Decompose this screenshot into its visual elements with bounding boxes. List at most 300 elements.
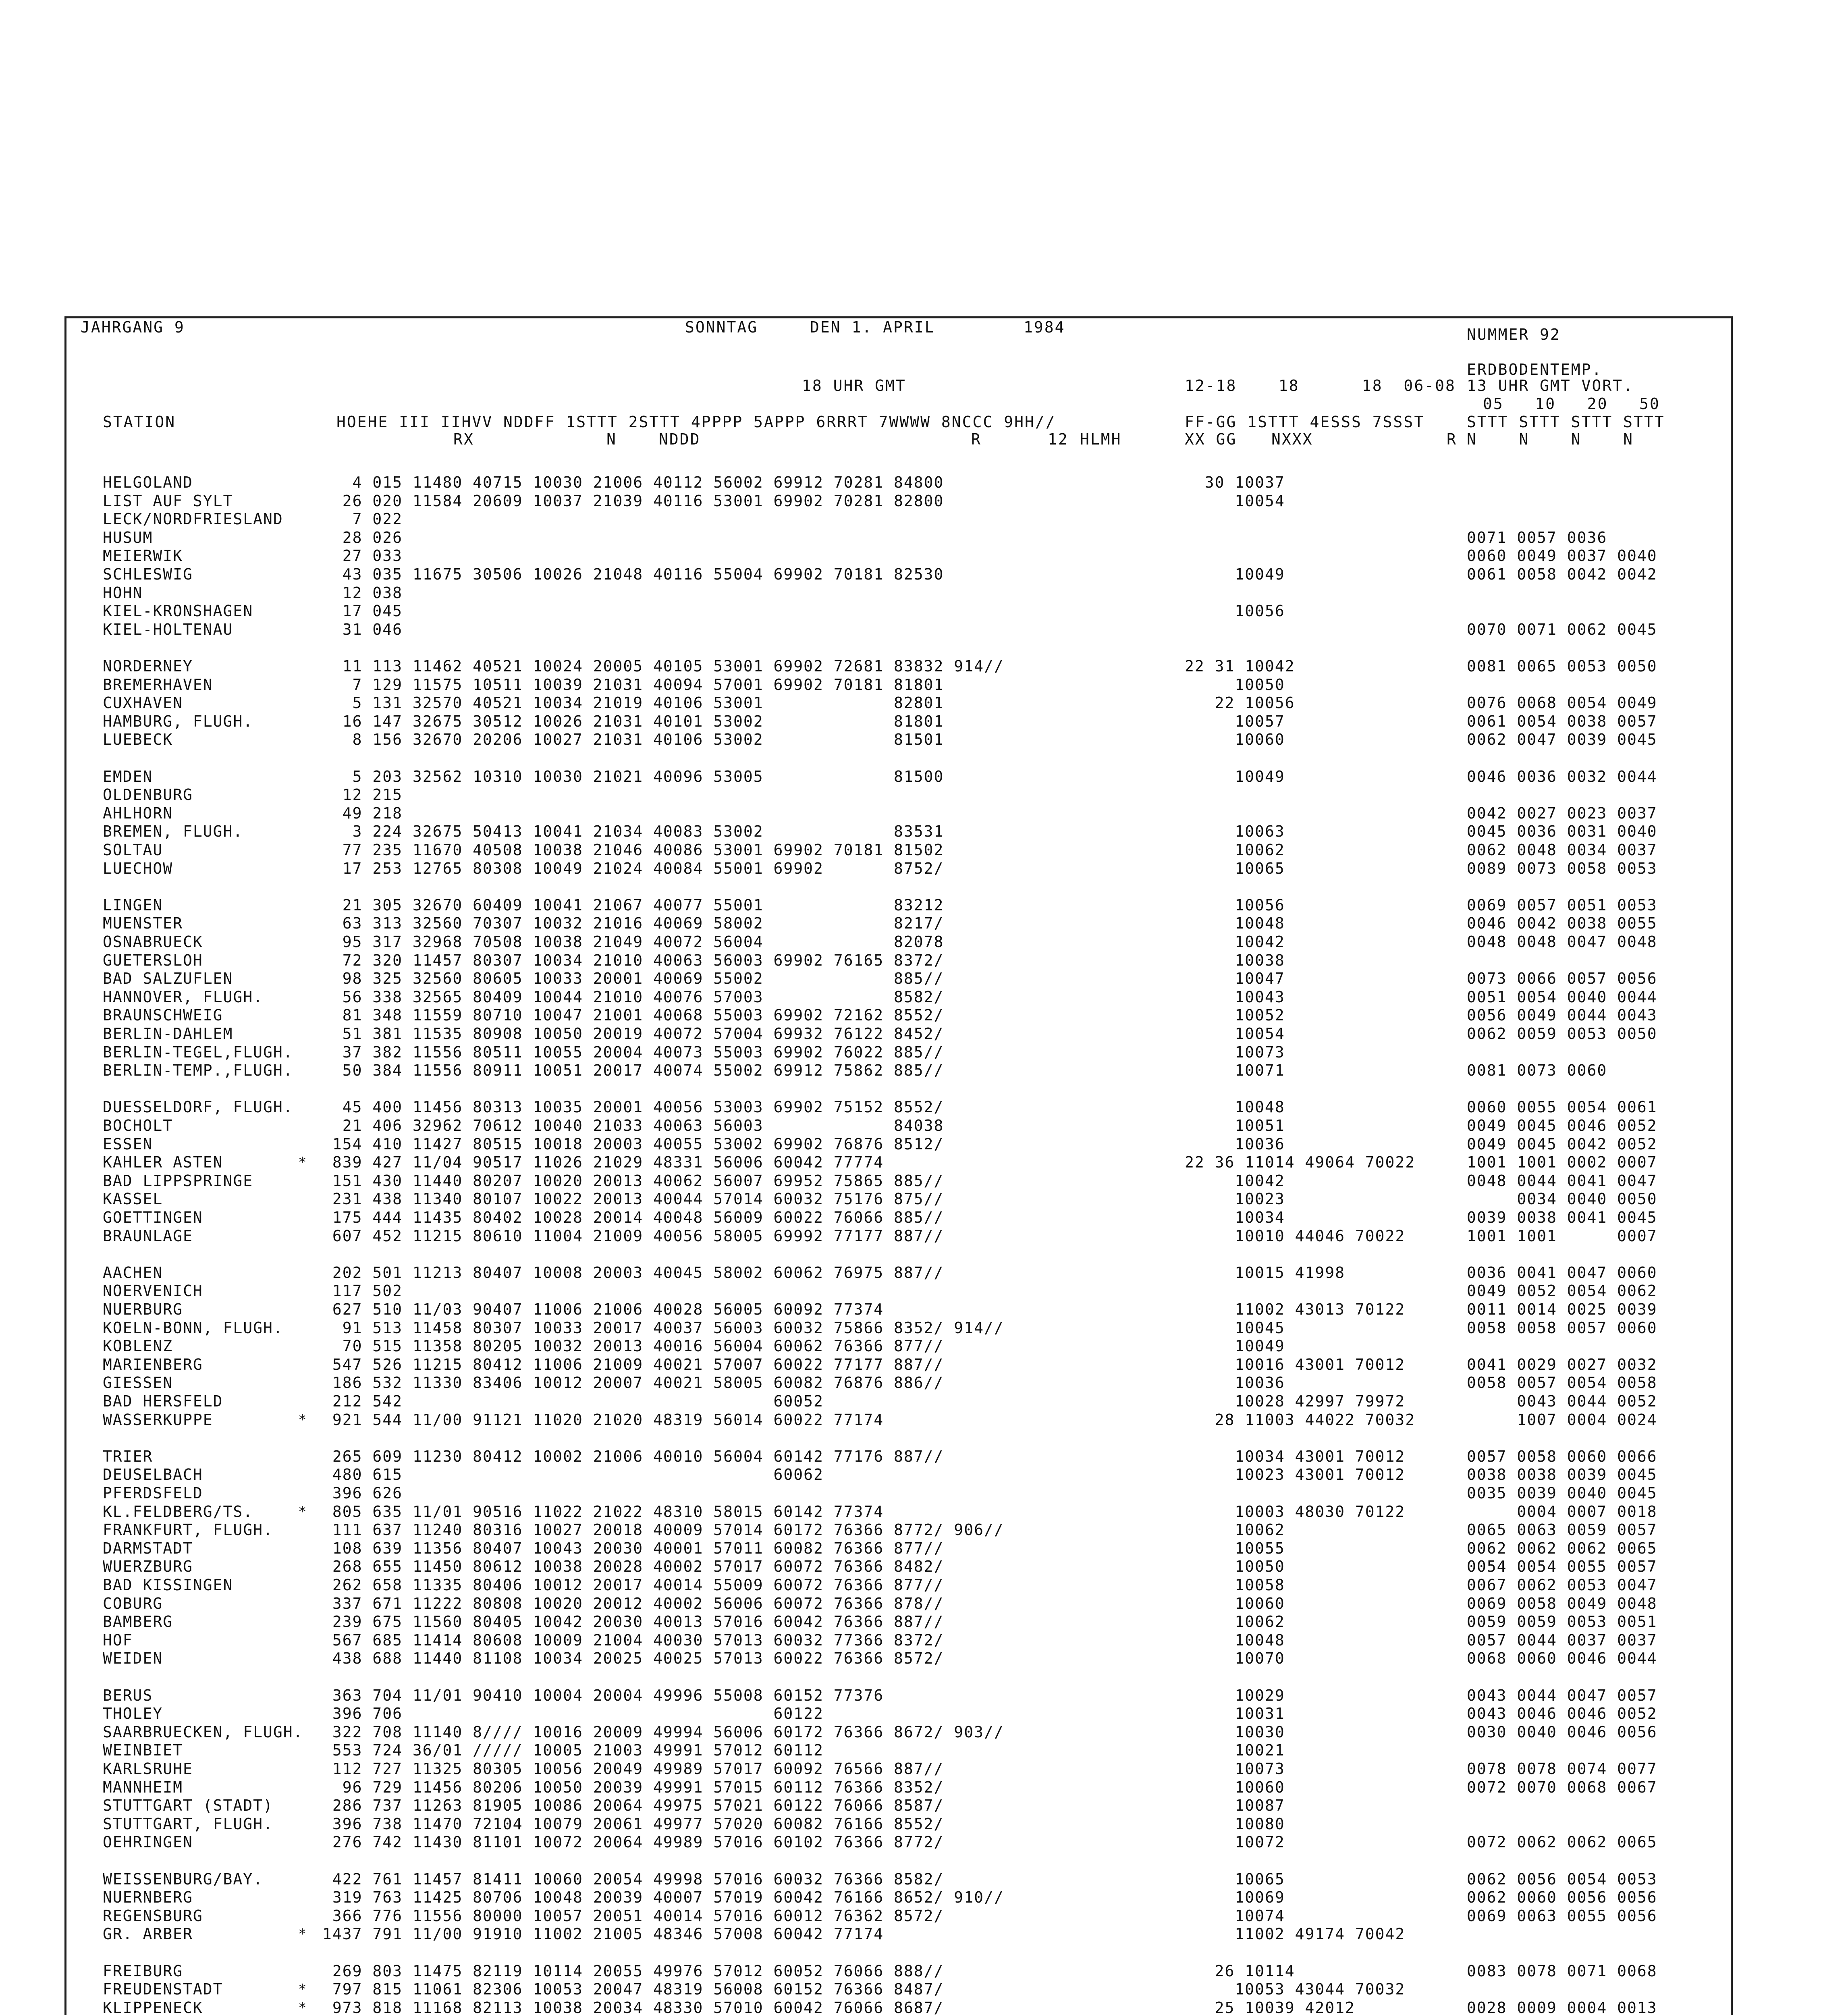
soil-temperatures: 0083 0078 0071 0068 [1467,1962,1657,1980]
station-name: HOF [103,1631,133,1649]
sub-code-rx: RX [453,430,474,448]
period-values: 10030 [1185,1723,1285,1741]
right-sub-xxgg: XX GG [1185,430,1237,448]
soil-temperatures: 0028 0009 0004 0013 [1467,1998,1657,2015]
period-values: 10048 [1185,914,1285,933]
observation-values: 276 742 11430 81101 10072 20064 49989 57016 60102 76366 8772/ [322,1833,944,1851]
station-name: SAARBRUECKEN, FLUGH. [103,1723,303,1741]
observation-values: 51 381 11535 80908 10050 20019 40072 57004 69932 76122 8452/ [322,1025,944,1043]
period-values: 10057 [1185,712,1285,730]
station-name: NUERNBERG [103,1888,193,1907]
observation-values: 43 035 11675 30506 10026 21048 40116 55004 69902 70181 82530 [322,565,944,583]
station-name: LECK/NORDFRIESLAND [103,510,283,528]
soil-temperatures: 0081 0065 0053 0050 [1467,657,1657,675]
observation-values: 154 410 11427 80515 10018 20003 40055 53002 69902 76876 8512/ [322,1135,944,1153]
period-values: 10028 42997 79972 [1185,1392,1406,1410]
period-values: 10065 [1185,859,1285,877]
period-values: 10023 [1185,1190,1285,1208]
soil-temperatures: 0076 0068 0054 0049 [1467,694,1657,712]
period-values: 10049 [1185,565,1285,583]
observation-values: 366 776 11556 80000 10057 20051 40014 57016 60012 76362 8572/ [322,1907,944,1925]
soil-temperatures: 0069 0063 0055 0056 [1467,1907,1657,1925]
soil-temperatures: 0072 0070 0068 0067 [1467,1778,1657,1796]
observation-values: 396 738 11470 72104 10079 20061 49977 57020 60082 76166 8552/ [322,1815,944,1833]
soil-temperatures: 0061 0058 0042 0042 [1467,565,1657,583]
observation-values: 8 156 32670 20206 10027 21031 40106 53002 81501 [322,731,944,749]
period-values: 10062 [1185,1521,1285,1539]
observation-values: 49 218 [322,804,403,822]
period-values: 10051 [1185,1117,1285,1134]
observation-values: 70 515 11358 80205 10032 20013 40016 56004 60062 76366 877// [322,1337,944,1355]
mountain-marker: * [298,1999,307,2015]
soil-temperatures: 0035 0039 0040 0045 [1467,1484,1657,1502]
soil-heading: ERDBODENTEMP. [1467,361,1603,378]
station-name: HAMBURG, FLUGH. [103,712,253,730]
period-values: 10071 [1185,1062,1285,1080]
soil-temperatures: 0011 0014 0025 0039 [1467,1300,1657,1318]
soil-temperatures: 0065 0063 0059 0057 [1467,1521,1657,1539]
period-values: 10070 [1185,1649,1285,1668]
observation-values: 553 724 36/01 ///// 10005 21003 49991 57012 60112 [322,1741,824,1759]
soil-temperatures: 0061 0054 0038 0057 [1467,712,1657,730]
station-name: STUTTGART (STADT) [103,1797,273,1815]
right-sub-nxxx: NXXX [1271,430,1313,448]
sub-code-nddd: NDDD [659,430,701,448]
period-values: 10080 [1185,1815,1285,1833]
period-values: 10060 [1185,731,1285,749]
period-values: 10054 [1185,492,1285,510]
period-values: 10021 [1185,1741,1285,1759]
observation-values: 96 729 11456 80206 10050 20039 49991 57015 60112 76366 8352/ [322,1778,944,1796]
observation-values: 627 510 11/03 90407 11006 21006 40028 56005 60092 77374 [322,1300,884,1318]
soil-temperatures: 0051 0054 0040 0044 [1467,988,1657,1006]
station-name: LINGEN [103,896,163,914]
observation-values: 27 033 [322,547,403,565]
soil-temperatures: 0043 0044 0047 0057 [1467,1686,1657,1704]
station-name: DEUSELBACH [103,1466,203,1484]
observation-values: 231 438 11340 80107 10022 20013 40044 57014 60032 75176 875// [322,1190,944,1208]
soil-temperatures: 0062 0059 0053 0050 [1467,1025,1657,1043]
station-heading: STATION [103,413,176,431]
main-column-codes: HOEHE III IIHVV NDDFF 1STTT 2STTT 4PPPP 5APPP 6RRRT 7WWWW 8NCCC 9HH// [336,413,1056,431]
soil-temperatures: 0062 0060 0056 0056 [1467,1888,1657,1907]
period-values: 11002 43013 70122 [1185,1300,1406,1318]
observation-values: 111 637 11240 80316 10027 20018 40009 57014 60172 76366 8772/ 906// [322,1521,1004,1539]
period-values: 10053 43044 70032 [1185,1980,1406,1998]
station-name: HUSUM [103,528,153,546]
station-name: KAHLER ASTEN [103,1153,223,1172]
station-name: AACHEN [103,1263,163,1282]
station-name: REGENSBURG [103,1907,203,1925]
observation-values: 286 737 11263 81905 10086 20064 49975 57021 60122 76066 8587/ [322,1797,944,1815]
station-name: GR. ARBER [103,1925,193,1943]
observation-values: 3 224 32675 50413 10041 21034 40083 53002 83531 [322,823,944,841]
station-name: KOBLENZ [103,1337,173,1355]
period-values: 10050 [1185,675,1285,694]
observation-values: 268 655 11450 80612 10038 20028 40002 57017 60072 76366 8482/ [322,1558,944,1576]
observation-values: 21 305 32670 60409 10041 21067 40077 55001 83212 [322,896,944,914]
soil-temperatures: 0054 0054 0055 0057 [1467,1558,1657,1576]
period-values: 10062 [1185,841,1285,859]
observation-values: 973 818 11168 82113 10038 20034 48330 57010 60042 76066 8687/ [322,1998,944,2015]
observation-values: 151 430 11440 80207 10020 20013 40062 56007 69952 75865 885// [322,1172,944,1190]
station-name: BERLIN-TEGEL,FLUGH. [103,1043,293,1061]
soil-temperatures: 0062 0056 0054 0053 [1467,1870,1657,1888]
observation-values: 31 046 [322,620,403,638]
observation-values: 26 020 11584 20609 10037 21039 40116 53001 69902 70281 82800 [322,492,944,510]
period-values: 10023 43001 70012 [1185,1466,1406,1484]
observation-values: 422 761 11457 81411 10060 20054 49998 57016 60032 76366 8582/ [322,1870,944,1888]
period-values: 10048 [1185,1631,1285,1649]
soil-temperatures: 0030 0040 0046 0056 [1467,1723,1657,1741]
mountain-marker: * [298,1926,307,1942]
soil-temperatures: 0059 0059 0053 0051 [1467,1613,1657,1631]
soil-temperatures: 0071 0057 0036 [1467,528,1607,546]
station-name: MARIENBERG [103,1355,203,1373]
soil-temperatures: 0069 0057 0051 0053 [1467,896,1657,914]
observation-values: 322 708 11140 8//// 10016 20009 49994 56006 60172 76366 8672/ 903// [322,1723,1004,1741]
station-name: EMDEN [103,767,153,785]
soil-codes: STTT STTT STTT STTT [1467,413,1665,431]
soil-temperatures: 1001 1001 0002 0007 [1467,1153,1657,1172]
period-values: 25 10039 42012 [1185,1998,1355,2015]
observation-values: 262 658 11335 80406 10012 20017 40014 55009 60072 76366 877// [322,1576,944,1594]
period-values: 10050 [1185,1558,1285,1576]
station-name: BAD HERSFELD [103,1392,223,1410]
sub-code-12: 12 [1048,430,1069,448]
period-values: 10047 [1185,970,1285,988]
observation-values: 91 513 11458 80307 10033 20017 40037 56003 60032 75866 8352/ 914// [322,1319,1004,1337]
period-values: 10072 [1185,1833,1285,1851]
observation-values: 72 320 11457 80307 10034 21010 40063 56003 69902 76165 8372/ [322,951,944,969]
observation-values: 16 147 32675 30512 10026 21031 40101 53002 81801 [322,712,944,730]
soil-temperatures: 0073 0066 0057 0056 [1467,970,1657,988]
station-name: MANNHEIM [103,1778,183,1796]
station-name: BAD LIPPSPRINGE [103,1172,253,1190]
observation-values: 805 635 11/01 90516 11022 21022 48310 58015 60142 77374 [322,1502,884,1521]
station-name: NORDERNEY [103,657,193,675]
soil-temperatures: 0056 0049 0044 0043 [1467,1006,1657,1024]
station-name: BERUS [103,1686,153,1704]
soil-temperatures: 0045 0036 0031 0040 [1467,823,1657,841]
observation-values: 21 406 32962 70612 10040 21033 40063 56003 84038 [322,1117,944,1134]
soil-temperatures: 0042 0027 0023 0037 [1467,804,1657,822]
station-name: HELGOLAND [103,474,193,491]
station-name: MUENSTER [103,914,183,933]
period-values: 30 10037 [1185,474,1285,491]
observation-values: 202 501 11213 80407 10008 20003 40045 58002 60062 76975 887// [322,1263,944,1282]
observation-values: 112 727 11325 80305 10056 20049 49989 57017 60092 76566 887// [322,1760,944,1778]
soil-temperatures: 0004 0007 0018 [1467,1502,1657,1521]
soil-temperatures: 0057 0044 0037 0037 [1467,1631,1657,1649]
station-name: DUESSELDORF, FLUGH. [103,1098,293,1116]
soil-temperatures: 0062 0047 0039 0045 [1467,731,1657,749]
soil-temperatures: 0078 0078 0074 0077 [1467,1760,1657,1778]
observation-values: 4 015 11480 40715 10030 21006 40112 56002 69912 70281 84800 [322,474,944,491]
station-name: LUEBECK [103,731,173,749]
period-values: 10048 [1185,1098,1285,1116]
soil-temperatures: 0043 0044 0052 [1467,1392,1657,1410]
soil-temperatures: 0039 0038 0041 0045 [1467,1209,1657,1226]
station-name: BERLIN-TEMP.,FLUGH. [103,1062,293,1080]
station-name: TRIER [103,1447,153,1465]
soil-temperatures: 1001 1001 0007 [1467,1227,1657,1245]
station-name: ESSEN [103,1135,153,1153]
observation-values: 63 313 32560 70307 10032 21016 40069 58002 8217/ [322,914,944,933]
station-name: CUXHAVEN [103,694,183,712]
observation-values: 212 542 60052 [322,1392,824,1410]
observation-values: 17 045 [322,602,403,620]
observation-values: 50 384 11556 80911 10051 20017 40074 55002 69912 75862 885// [322,1062,944,1080]
period-values: 10043 [1185,988,1285,1006]
date: DEN 1. APRIL [810,318,935,336]
station-name: GOETTINGEN [103,1209,203,1226]
period-values: 10073 [1185,1043,1285,1061]
period-values: 10060 [1185,1594,1285,1612]
soil-temperatures: 0049 0052 0054 0062 [1467,1282,1657,1300]
soil-temperatures: 0041 0029 0027 0032 [1467,1355,1657,1373]
soil-temperatures: 0068 0060 0046 0044 [1467,1649,1657,1668]
soil-temperatures: 0043 0046 0046 0052 [1467,1705,1657,1723]
sub-code-n: N [606,430,617,448]
period-values: 10058 [1185,1576,1285,1594]
station-name: KARLSRUHE [103,1760,193,1778]
sub-code-hlmh: HLMH [1080,430,1122,448]
station-name: HOHN [103,584,143,602]
period-values: 10052 [1185,1006,1285,1024]
observation-values: 37 382 11556 80511 10055 20004 40073 55003 69902 76022 885// [322,1043,944,1061]
station-name: HANNOVER, FLUGH. [103,988,264,1006]
observation-values: 108 639 11356 80407 10043 20030 40001 57011 60082 76366 877// [322,1539,944,1557]
period-values: 10056 [1185,602,1285,620]
soil-temperatures: 0048 0044 0041 0047 [1467,1172,1657,1190]
observation-values: 7 129 11575 10511 10039 21031 40094 57001 69902 70181 81801 [322,675,944,694]
soil-depths: 05 10 20 50 [1483,395,1660,413]
soil-sub-n: N N N N [1467,430,1634,448]
station-name: BOCHOLT [103,1117,173,1134]
mountain-marker: * [298,1411,307,1428]
observation-values: 438 688 11440 81108 10034 20025 40025 57013 60022 76366 8572/ [322,1649,944,1668]
period-values: 10087 [1185,1797,1285,1815]
soil-temperatures: 0081 0073 0060 [1467,1062,1607,1080]
observation-values: 839 427 11/04 90517 11026 21029 48331 56006 60042 77774 [322,1153,884,1172]
station-name: WASSERKUPPE [103,1410,213,1429]
period-values: 10036 [1185,1374,1285,1392]
volume-label: JAHRGANG 9 [81,318,185,336]
station-name: WUERZBURG [103,1558,193,1576]
station-name: LUECHOW [103,859,173,877]
station-name: BAMBERG [103,1613,173,1631]
station-name: BERLIN-DAHLEM [103,1025,233,1043]
period-values: 10055 [1185,1539,1285,1557]
soil-temperatures: 0089 0073 0058 0053 [1467,859,1657,877]
station-name: NUERBURG [103,1300,183,1318]
soil-temperatures: 0034 0040 0050 [1467,1190,1657,1208]
observation-values: 396 626 [322,1484,403,1502]
station-name: SOLTAU [103,841,163,859]
station-name: LIST AUF SYLT [103,492,233,510]
observation-values: 337 671 11222 80808 10020 20012 40002 56006 60072 76366 878// [322,1594,944,1612]
observation-values: 607 452 11215 80610 11004 21009 40056 58005 69992 77177 887// [322,1227,944,1245]
station-name: KASSEL [103,1190,163,1208]
soil-temperatures: 0046 0042 0038 0055 [1467,914,1657,933]
station-name: SCHLESWIG [103,565,193,583]
soil-time: 13 UHR GMT VORT. [1467,377,1634,395]
soil-temperatures: 0036 0041 0047 0060 [1467,1263,1657,1282]
station-name: MEIERWIK [103,547,183,565]
station-name: OLDENBURG [103,786,193,804]
period-values: 22 36 11014 49064 70022 [1185,1153,1416,1172]
observation-values: 265 609 11230 80412 10002 21006 40010 56004 60142 77176 887// [322,1447,944,1465]
period-values: 10042 [1185,933,1285,951]
station-name: OSNABRUECK [103,933,203,951]
station-name: PFERDSFELD [103,1484,203,1502]
soil-temperatures: 0067 0062 0053 0047 [1467,1576,1657,1594]
weekday: SONNTAG [685,318,758,336]
soil-temperatures: 0060 0055 0054 0061 [1467,1098,1657,1116]
observation-values: 319 763 11425 80706 10048 20039 40007 57019 60042 76166 8652/ 910// [322,1888,1004,1907]
observation-values: 396 706 60122 [322,1705,824,1723]
period-values: 10031 [1185,1705,1285,1723]
station-name: BRAUNSCHWEIG [103,1006,223,1024]
period-values: 10074 [1185,1907,1285,1925]
observation-values: 1437 791 11/00 91910 11002 21005 48346 57008 60042 77174 [322,1925,884,1943]
observation-values: 239 675 11560 80405 10042 20030 40013 57016 60042 76366 887// [322,1613,944,1631]
observation-values: 77 235 11670 40508 10038 21046 40086 53001 69902 70181 81502 [322,841,944,859]
period-values: 10003 48030 70122 [1185,1502,1406,1521]
observation-values: 547 526 11215 80412 11006 21009 40021 57007 60022 77177 887// [322,1355,944,1373]
observation-values: 45 400 11456 80313 10035 20001 40056 53003 69902 75152 8552/ [322,1098,944,1116]
right-column-codes: FF-GG 1STTT 4ESSS 7SSST [1185,413,1425,431]
station-name: FREUDENSTADT [103,1980,223,1998]
soil-temperatures: 0048 0048 0047 0048 [1467,933,1657,951]
soil-temperatures: 0038 0038 0039 0045 [1467,1466,1657,1484]
observation-values: 98 325 32560 80605 10033 20001 40069 55002 885// [322,970,944,988]
soil-temperatures: 0062 0062 0062 0065 [1467,1539,1657,1557]
soil-temperatures: 0062 0048 0034 0037 [1467,841,1657,859]
station-name: WEISSENBURG/BAY. [103,1870,264,1888]
soil-temperatures: 0069 0058 0049 0048 [1467,1594,1657,1612]
soil-temperatures: 0058 0058 0057 0060 [1467,1319,1657,1337]
period-values: 10034 43001 70012 [1185,1447,1406,1465]
observation-values: 95 317 32968 70508 10038 21049 40072 56004 82078 [322,933,944,951]
observation-values: 363 704 11/01 90410 10004 20004 49996 55008 60152 77376 [322,1686,884,1704]
observation-values: 269 803 11475 82119 10114 20055 49976 57012 60052 76066 888// [322,1962,944,1980]
station-name: GUETERSLOH [103,951,203,969]
observation-values: 12 215 [322,786,403,804]
soil-temperatures: 0057 0058 0060 0066 [1467,1447,1657,1465]
period-values: 10060 [1185,1778,1285,1796]
mountain-marker: * [298,1154,307,1171]
station-name: KIEL-HOLTENAU [103,620,233,638]
observation-values: 7 022 [322,510,403,528]
mountain-marker: * [298,1503,307,1520]
observation-values: 17 253 12765 80308 10049 21024 40084 55001 69902 8752/ [322,859,944,877]
observation-values: 5 203 32562 10310 10030 21021 40096 53005 81500 [322,767,944,785]
mountain-marker: * [298,1981,307,1998]
observation-values: 28 026 [322,528,403,546]
soil-temperatures: 0049 0045 0046 0052 [1467,1117,1657,1134]
station-name: FREIBURG [103,1962,183,1980]
period-values: 28 11003 44022 70032 [1185,1410,1416,1429]
period-values: 10063 [1185,823,1285,841]
period-values: 10016 43001 70012 [1185,1355,1406,1373]
observation-values: 11 113 11462 40521 10024 20005 40105 53001 69902 72681 83832 914// [322,657,1004,675]
right-sub-r: R [1447,430,1457,448]
soil-temperatures: 0058 0057 0054 0058 [1467,1374,1657,1392]
station-name: WEIDEN [103,1649,163,1668]
period-values: 11002 49174 70042 [1185,1925,1406,1943]
station-name: WEINBIET [103,1741,183,1759]
observation-values: 56 338 32565 80409 10044 21010 40076 57003 8582/ [322,988,944,1006]
station-name: BREMEN, FLUGH. [103,823,243,841]
period-values: 22 10056 [1185,694,1295,712]
station-name: KIEL-KRONSHAGEN [103,602,253,620]
year: 1984 [1024,318,1065,336]
station-name: BAD KISSINGEN [103,1576,233,1594]
period-values: 10049 [1185,767,1285,785]
observation-values: 117 502 [322,1282,403,1300]
period-values: 10042 [1185,1172,1285,1190]
soil-temperatures: 1007 0004 0024 [1467,1410,1657,1429]
station-name: NOERVENICH [103,1282,203,1300]
observation-values: 921 544 11/00 91121 11020 21020 48319 56014 60022 77174 [322,1410,884,1429]
station-name: KL.FELDBERG/TS. [103,1502,253,1521]
station-name: COBURG [103,1594,163,1612]
period-values: 10065 [1185,1870,1285,1888]
period-values: 10073 [1185,1760,1285,1778]
period-values: 10034 [1185,1209,1285,1226]
period-values: 10036 [1185,1135,1285,1153]
period-values: 26 10114 [1185,1962,1295,1980]
soil-temperatures: 0070 0071 0062 0045 [1467,620,1657,638]
station-name: STUTTGART, FLUGH. [103,1815,273,1833]
soil-temperatures: 0046 0036 0032 0044 [1467,767,1657,785]
period-values: 22 31 10042 [1185,657,1295,675]
station-name: KLIPPENECK [103,1998,203,2015]
period-values: 10010 44046 70022 [1185,1227,1406,1245]
station-name: KOELN-BONN, FLUGH. [103,1319,283,1337]
period-values: 10054 [1185,1025,1285,1043]
station-name: DARMSTADT [103,1539,193,1557]
observation-values: 81 348 11559 80710 10047 21001 40068 55003 69902 72162 8552/ [322,1006,944,1024]
soil-temperatures: 0060 0049 0037 0040 [1467,547,1657,565]
station-name: GIESSEN [103,1374,173,1392]
observation-values: 12 038 [322,584,403,602]
station-name: BRAUNLAGE [103,1227,193,1245]
observation-values: 5 131 32570 40521 10034 21019 40106 53001 82801 [322,694,944,712]
soil-temperatures: 0072 0062 0062 0065 [1467,1833,1657,1851]
right-time-heading: 12-18 18 18 06-08 [1185,377,1456,395]
observation-values: 797 815 11061 82306 10053 20047 48319 56008 60152 76366 8487/ [322,1980,944,1998]
period-values: 10056 [1185,896,1285,914]
period-values: 10062 [1185,1613,1285,1631]
time-heading: 18 UHR GMT [802,377,906,395]
sub-code-r: R [971,430,982,448]
observation-values: 480 615 60062 [322,1466,824,1484]
soil-temperatures: 0049 0045 0042 0052 [1467,1135,1657,1153]
issue-number: NUMMER 92 [1467,326,1561,343]
period-values: 10038 [1185,951,1285,969]
station-name: BAD SALZUFLEN [103,970,233,988]
station-name: OEHRINGEN [103,1833,193,1851]
period-values: 10049 [1185,1337,1285,1355]
period-values: 10029 [1185,1686,1285,1704]
station-name: BREMERHAVEN [103,675,213,694]
period-values: 10045 [1185,1319,1285,1337]
station-name: THOLEY [103,1705,163,1723]
station-name: AHLHORN [103,804,173,822]
